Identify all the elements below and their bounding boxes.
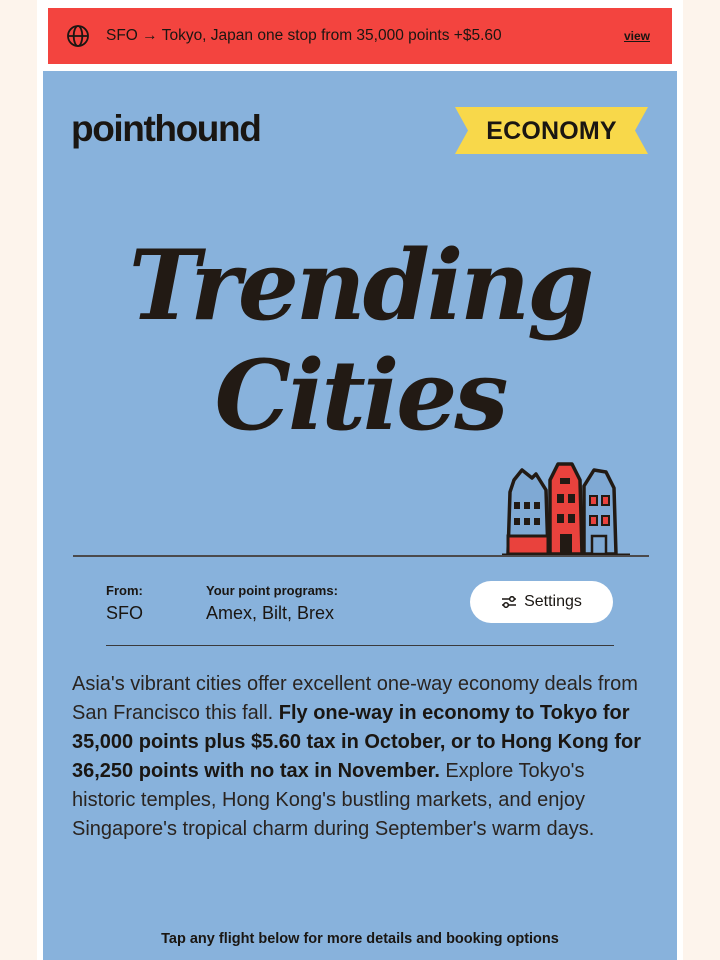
- view-link[interactable]: view: [623, 29, 650, 43]
- hero-title-line2: Cities: [214, 339, 506, 452]
- banner-text: SFO → Tokyo, Japan one stop from 35,000 points +$5.60: [106, 27, 502, 44]
- from-value: SFO: [106, 603, 144, 623]
- pointhound-logo[interactable]: pointhound: [71, 108, 261, 149]
- deal-description: [72, 670, 652, 844]
- from-label: From:: [106, 583, 143, 598]
- hero-divider: [73, 555, 649, 557]
- row-houses-illustration: [500, 462, 632, 560]
- hero-title-line1: Trending: [128, 229, 592, 342]
- settings-label: Settings: [524, 593, 582, 610]
- economy-badge-label: ECONOMY: [486, 117, 617, 145]
- programs-label: Your point programs:: [206, 583, 338, 598]
- economy-badge: [455, 107, 648, 154]
- sliders-icon: [501, 596, 517, 608]
- programs-value: Amex, Bilt, Brex: [206, 603, 335, 623]
- description-outro: Explore Tokyo's historic temples, Hong Kong's bustling markets, and enjoy Singapore's tropical charm during September's warm days.: [72, 760, 595, 840]
- globe-icon: [66, 24, 90, 48]
- description-highlight: Fly one-way in economy to Tokyo for 35,000 points plus $5.60 tax in October, or to Hong Kong for 36,250 points with no tax in November.: [72, 702, 641, 782]
- settings-button[interactable]: [470, 581, 613, 623]
- info-divider: [106, 645, 614, 646]
- tap-instruction: Tap any flight below for more details and booking options: [161, 931, 559, 947]
- deal-banner[interactable]: [48, 8, 672, 64]
- description-intro: Asia's vibrant cities offer excellent one-way economy deals from San Francisco this fall.: [72, 673, 638, 724]
